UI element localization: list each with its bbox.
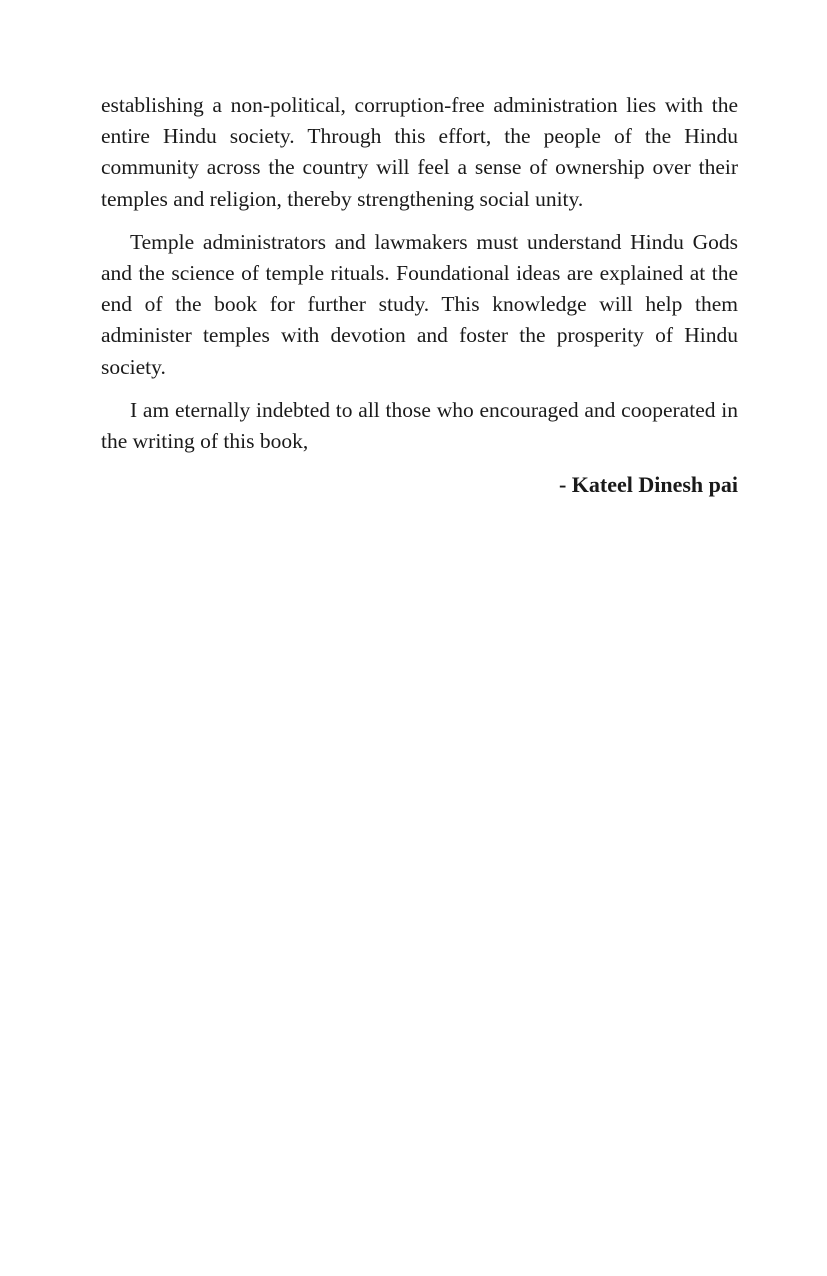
paragraph-temple-administrators: Temple administrators and lawmakers must understand Hindu Gods and the science of temple rituals. Foundational ideas are explained at the end of the book for further study. This knowledge will help them administer temples with devotion and foster the prosperity of Hindu society.: [101, 229, 738, 379]
paragraph-acknowledgement: I am eternally indebted to all those who encouraged and cooperated in the writing of this book,: [101, 397, 738, 454]
document-page: [101, 90, 738, 501]
author-signature: - Kateel Dinesh pai: [558, 472, 738, 498]
paragraph-continuation: establishing a non-political, corruption-free administration lies with the entire Hindu society. Through this effort, the people of the Hindu community across the country will feel a sense of ownership over their temples and religion, thereby strengthening social unity.: [101, 93, 738, 211]
